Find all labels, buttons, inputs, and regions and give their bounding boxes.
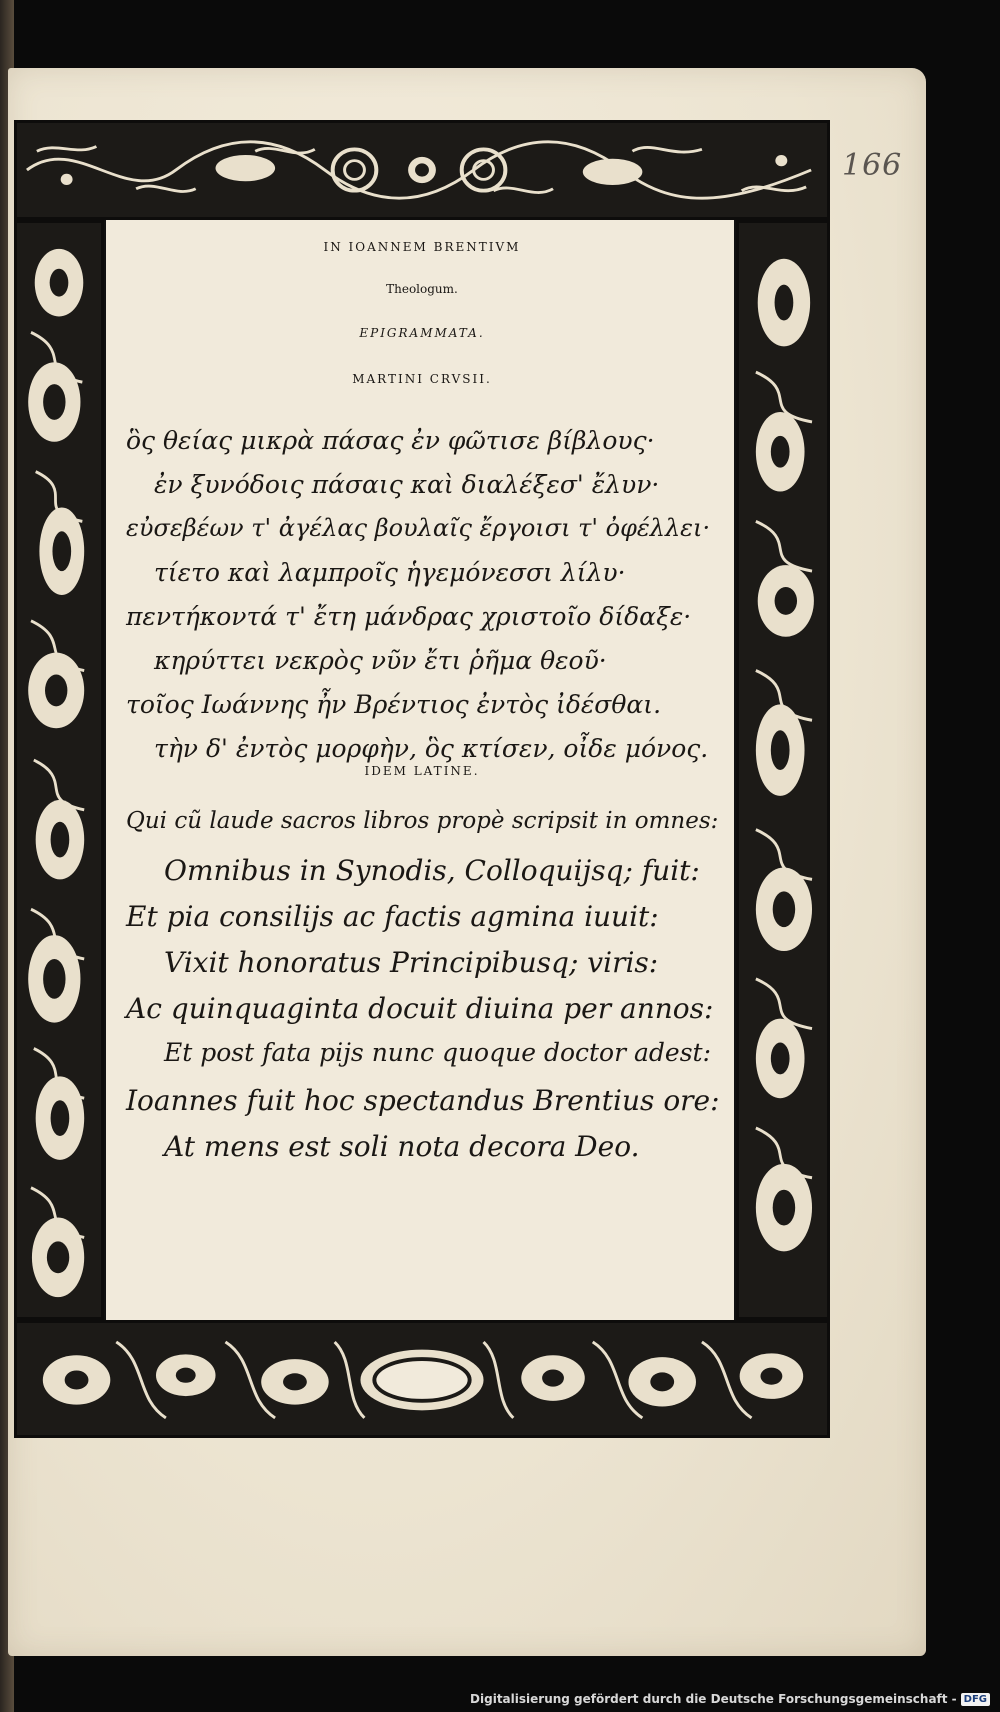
latin-verse-line: Ioannes fuit hoc spectandus Brentius ore: [126,1084,720,1117]
greek-verse-line: πεντήκοντά τ' ἔτη μάνδρας χριστοῖο δίδαξε· [126,602,692,631]
latin-verse-line: Vixit honoratus Principibusq; viris: [164,946,659,979]
epigrammata-heading: EPIGRAMMATA. [359,326,485,340]
text-panel [104,220,736,1320]
latin-verse-line: Et post fata pijs nunc quoque doctor adest: [164,1038,712,1067]
greek-verse-line: κηρύττει νεκρὸς νῦν ἔτι ῥῆμα θεοῦ· [154,646,607,675]
greek-verse-line: τοῖος Ιωάννης ἦν Βρέντιος ἐντὸς ἰδέσθαι. [126,690,662,719]
woodcut-border-left [14,220,104,1320]
title-line-1: IN IOANNEM BRENTIVM [323,240,521,254]
greek-verse-line: ἐν ξυνόδοις πάσαις καὶ διαλέξεσ' ἔλυν· [154,470,660,499]
latin-verse-line: Et pia consilijs ac factis agmina iuuit: [126,900,659,933]
woodcut-border-top [14,120,830,220]
latin-verse-line: At mens est soli nota decora Deo. [164,1130,640,1163]
greek-verse-line: τὴν δ' ἐντὸς μορφὴν, ὃς κτίσεν, οἶδε μόνος. [154,734,709,763]
woodcut-border-bottom [14,1320,830,1438]
greek-verse-line: τίετο καὶ λαμπροῖς ἡγεμόνεσσι λίλυ· [154,558,626,587]
dfg-logo-icon: DFG [961,1693,990,1706]
author-heading: MARTINI CRVSII. [352,372,492,386]
latin-verse-line: Qui cũ laude sacros libros propè scripsit in omnes: [126,808,719,834]
title-line-2: Theologum. [386,282,458,296]
latin-verse-line: Omnibus in Synodis, Colloquijsq; fuit: [164,854,700,887]
greek-verse-line: εὐσεβέων τ' ἀγέλας βουλαῖς ἔργοισι τ' ὀφέλλει· [126,514,711,542]
latin-heading: IDEM LATINE. [364,764,480,778]
latin-verse-line: Ac quinquaginta docuit diuina per annos: [126,992,714,1025]
greek-verse-line: ὃς θείας μικρὰ πάσας ἐν φῶτισε βίβλους· [126,426,655,455]
credit-text: Digitalisierung gefördert durch die Deutsche Forschungsgemeinschaft - [470,1692,957,1706]
woodcut-border-right [736,220,830,1320]
digitization-credit [470,1692,990,1706]
folio-number: 166 [842,148,903,183]
